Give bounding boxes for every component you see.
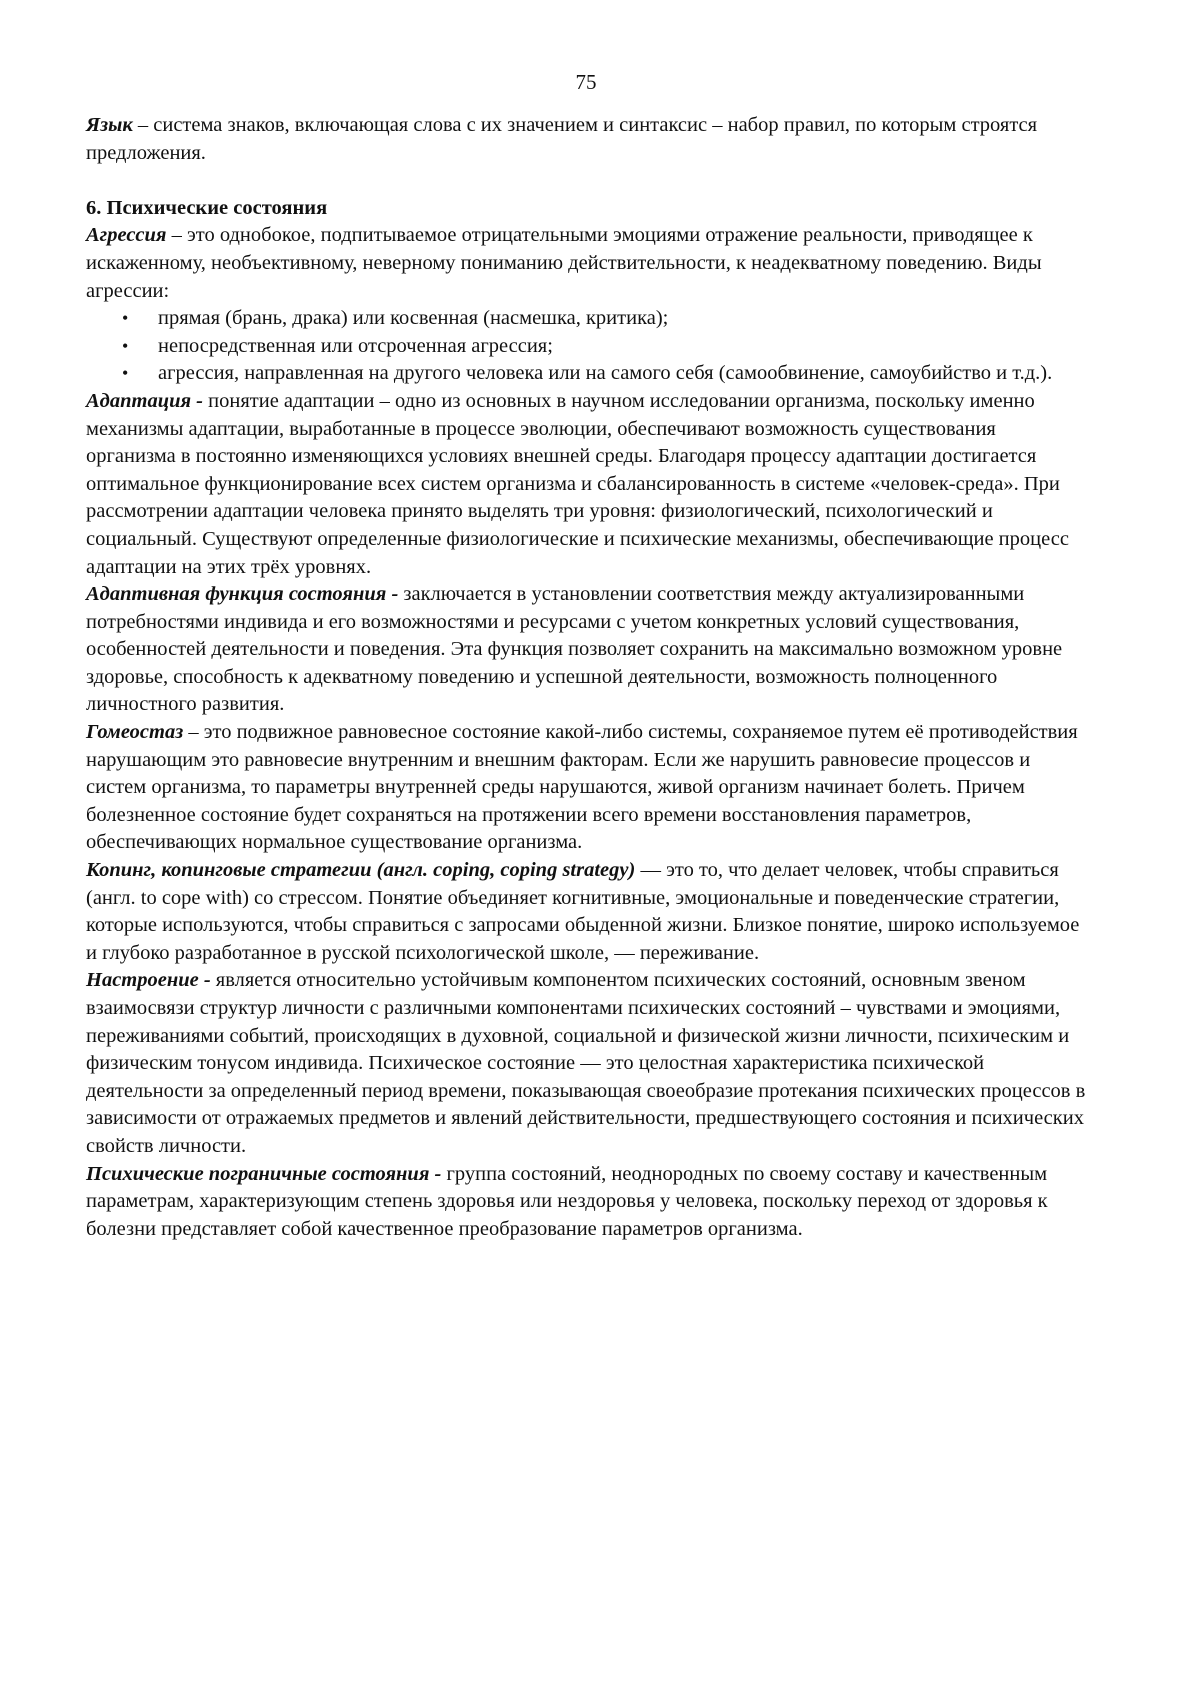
definition-borderline-states-text: группа состояний, неоднородных по своему составу и качественным параметрам, характеризующим степень здоровья или нездоровья у человека, поскольку переход от здоровья к болезни представляет собой качественное преобразование параметров организма. xyxy=(86,1162,1048,1240)
bullet-icon: • xyxy=(122,335,129,356)
term-adaptive-function: Адаптивная функция состояния - xyxy=(86,583,399,606)
definition-homeostasis-text: – это подвижное равновесное состояние какой-либо системы, сохраняемое путем её противодействия нарушающим это равновесие внутренним и внешним факторам. Если же нарушить равновесие процессов и систем организма, то параметры внутренней среды нарушаются, живой организм начинает болеть. Причем болезненное состояние будет сохраняться на протяжении всего времени восстановления параметров, обеспечивающих нормальное существование организма. xyxy=(86,721,1078,854)
definition-coping-text: — это то, что делает человек, чтобы справиться (англ. to cope with) со стрессом. Понятие объединяет когнитивные, эмоциональные и поведенческие стратегии, которые используются, чтобы справиться с запросами обыденной жизни. Близкое понятие, широко используемое и глубоко разработанное в русской психологической школе, — переживание. xyxy=(86,859,1080,964)
term-homeostasis: Гомеостаз xyxy=(86,721,184,744)
definition-language-text: – система знаков, включающая слова с их значением и синтаксис – набор правил, по которым строятся предложения. xyxy=(86,114,1038,164)
term-language: Язык xyxy=(86,114,133,136)
definition-aggression xyxy=(86,222,1086,305)
term-adaptation: Адаптация - xyxy=(86,389,204,412)
definition-mood-text: является относительно устойчивым компонентом психических состояний, основным звеном взаимосвязи структур личности с различными компонентами психических состояний – чувствами и эмоциями, переживаниями событий, происходящих в духовной, социальной и физической жизни личности, психическим и физическим тонусом индивида. Психическое состояние — это целостная характеристика психической деятельности за определенный период времени, показывающая своеобразие протекания психических процессов в зависимости от отражаемых предметов и явлений действительности, предшествующего состояния и психических свойств личности. xyxy=(86,969,1086,1157)
document-page xyxy=(86,70,1086,1243)
definition-mood xyxy=(86,967,1086,1160)
list-item xyxy=(122,333,1086,361)
term-mood: Настроение - xyxy=(86,969,211,992)
term-borderline-states: Психические пограничные состояния - xyxy=(86,1162,442,1185)
definition-coping xyxy=(86,857,1086,967)
definition-language xyxy=(86,112,1086,167)
bullet-icon: • xyxy=(122,308,129,329)
term-aggression: Агрессия xyxy=(86,224,167,247)
definition-homeostasis xyxy=(86,719,1086,857)
term-coping: Копинг, копинговые стратегии (англ. coping, coping strategy) xyxy=(86,859,636,882)
definition-borderline-states xyxy=(86,1161,1086,1244)
section-heading: 6. Психические состояния xyxy=(86,196,328,219)
list-item xyxy=(122,360,1086,388)
definition-adaptive-function xyxy=(86,581,1086,719)
aggression-types-list xyxy=(86,305,1086,388)
list-item xyxy=(122,305,1086,333)
page-number: 75 xyxy=(575,70,597,94)
list-item-text: агрессия, направленная на другого человека или на самого себя (самообвинение, самоубийство и т.д.). xyxy=(158,362,1053,385)
list-item-text: непосредственная или отсроченная агрессия; xyxy=(158,334,553,357)
definition-adaptation-text: понятие адаптации – одно из основных в научном исследовании организма, поскольку именно механизмы адаптации, выработанные в процессе эволюции, обеспечивают возможность существования организма в постоянно изменяющихся условиях внешней среды. Благодаря процессу адаптации достигается оптимальное функционирование всех систем организма и сбалансированность в системе «человек-среда». При рассмотрении адаптации человека принято выделять три уровня: физиологический, психологический и социальный. Существуют определенные физиологические и психические механизмы, обеспечивающие процесс адаптации на этих трёх уровнях. xyxy=(86,389,1069,578)
list-item-text: прямая (брань, драка) или косвенная (насмешка, критика); xyxy=(158,307,669,330)
definition-aggression-text: – это однобокое, подпитываемое отрицательными эмоциями отражение реальности, приводящее к искаженному, необъективному, неверному пониманию действительности, к неадекватному поведению. Виды агрессии: xyxy=(86,224,1042,302)
definition-adaptation xyxy=(86,388,1086,581)
bullet-icon: • xyxy=(122,363,129,384)
definition-adaptive-function-text: заключается в установлении соответствия между актуализированными потребностями индивида и его возможностями и ресурсами с учетом конкретных условий существования, особенностей деятельности и поведения. Эта функция позволяет сохранить на максимально возможном уровне здоровье, способность к адекватному поведению и успешной деятельности, возможность полноценного личностного развития. xyxy=(86,583,1063,716)
